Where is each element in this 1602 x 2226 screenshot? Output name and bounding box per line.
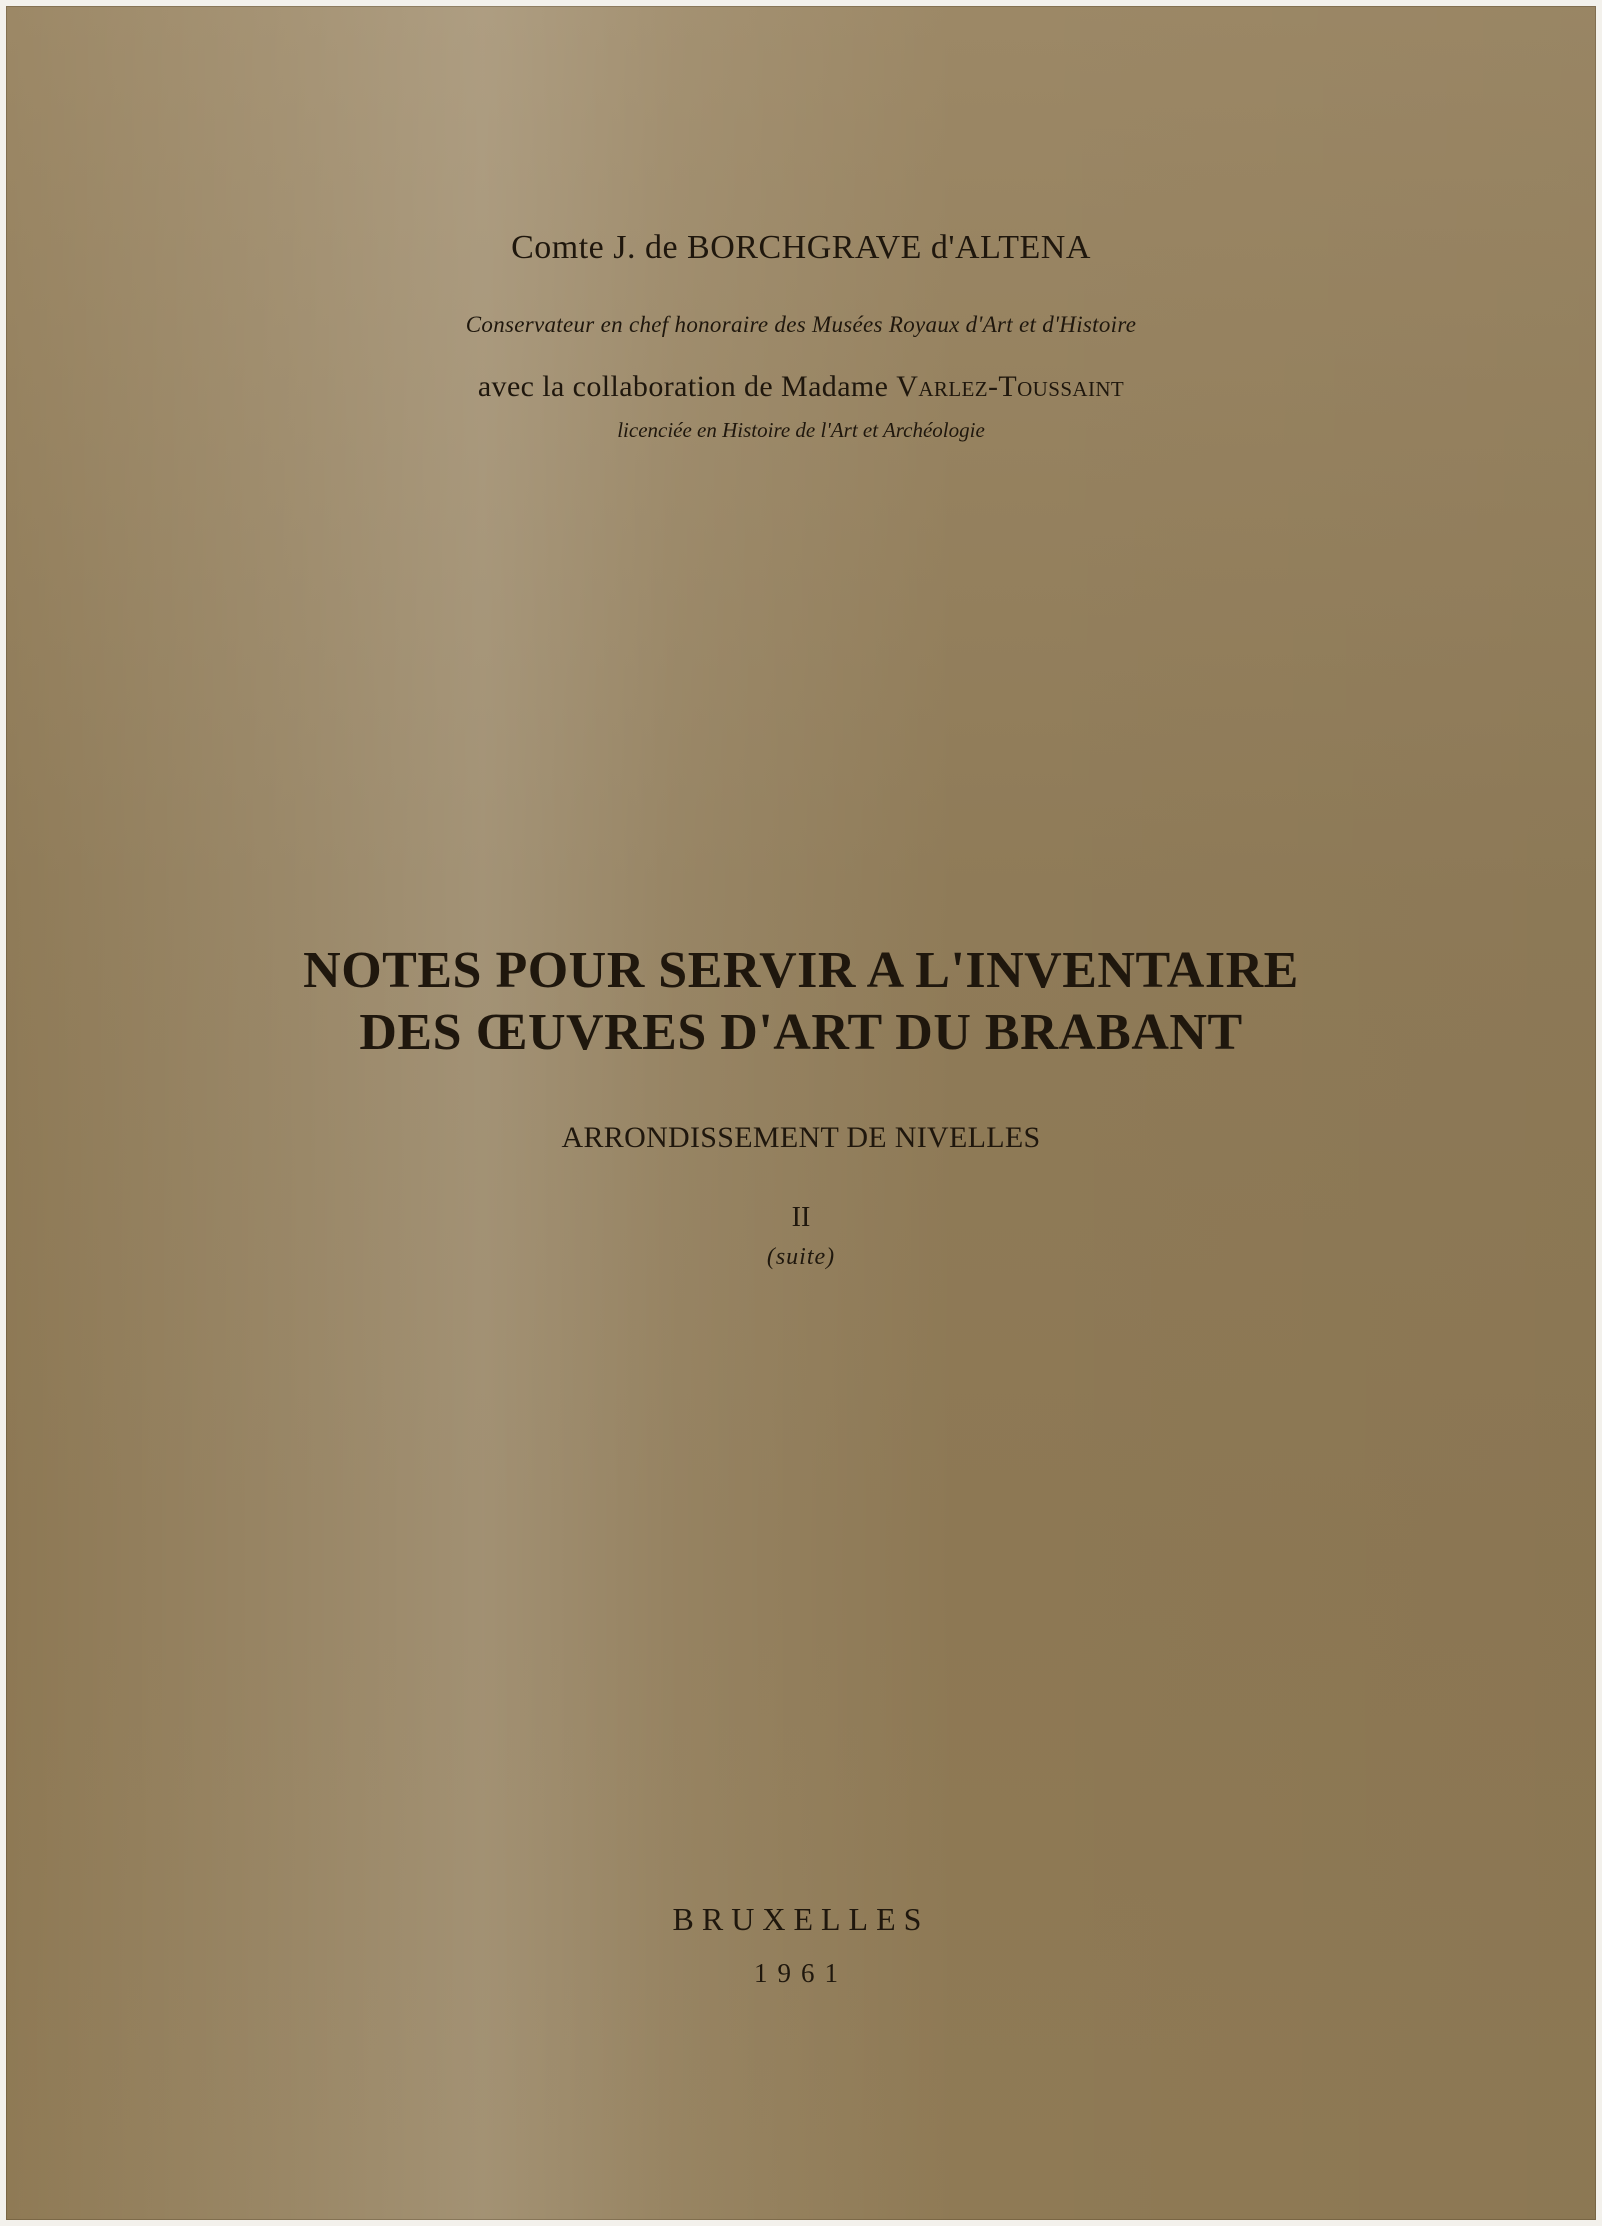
- collaboration-prefix: avec la collaboration de Madame: [477, 370, 897, 403]
- book-cover: [6, 6, 1596, 2220]
- collaborator-name: Varlez-Toussaint: [896, 370, 1125, 403]
- title-line-2: DES ŒUVRES D'ART DU BRABANT: [359, 1004, 1243, 1061]
- author-name: Comte J. de BORCHGRAVE d'ALTENA: [511, 229, 1091, 266]
- publication-city: BRUXELLES: [672, 1901, 930, 1937]
- subtitle: ARRONDISSEMENT DE NIVELLES: [561, 1121, 1041, 1154]
- title-line-1: NOTES POUR SERVIR A L'INVENTAIRE: [303, 942, 1299, 999]
- collaborator-role: licenciée en Histoire de l'Art et Archéologie: [617, 418, 985, 442]
- collaboration-line: [6, 370, 1596, 404]
- volume-number: II: [791, 1202, 811, 1233]
- volume-note: (suite): [766, 1244, 836, 1270]
- author-role: Conservateur en chef honoraire des Musées Royaux d'Art et d'Histoire: [465, 312, 1137, 337]
- publication-year: 1961: [754, 1958, 848, 1988]
